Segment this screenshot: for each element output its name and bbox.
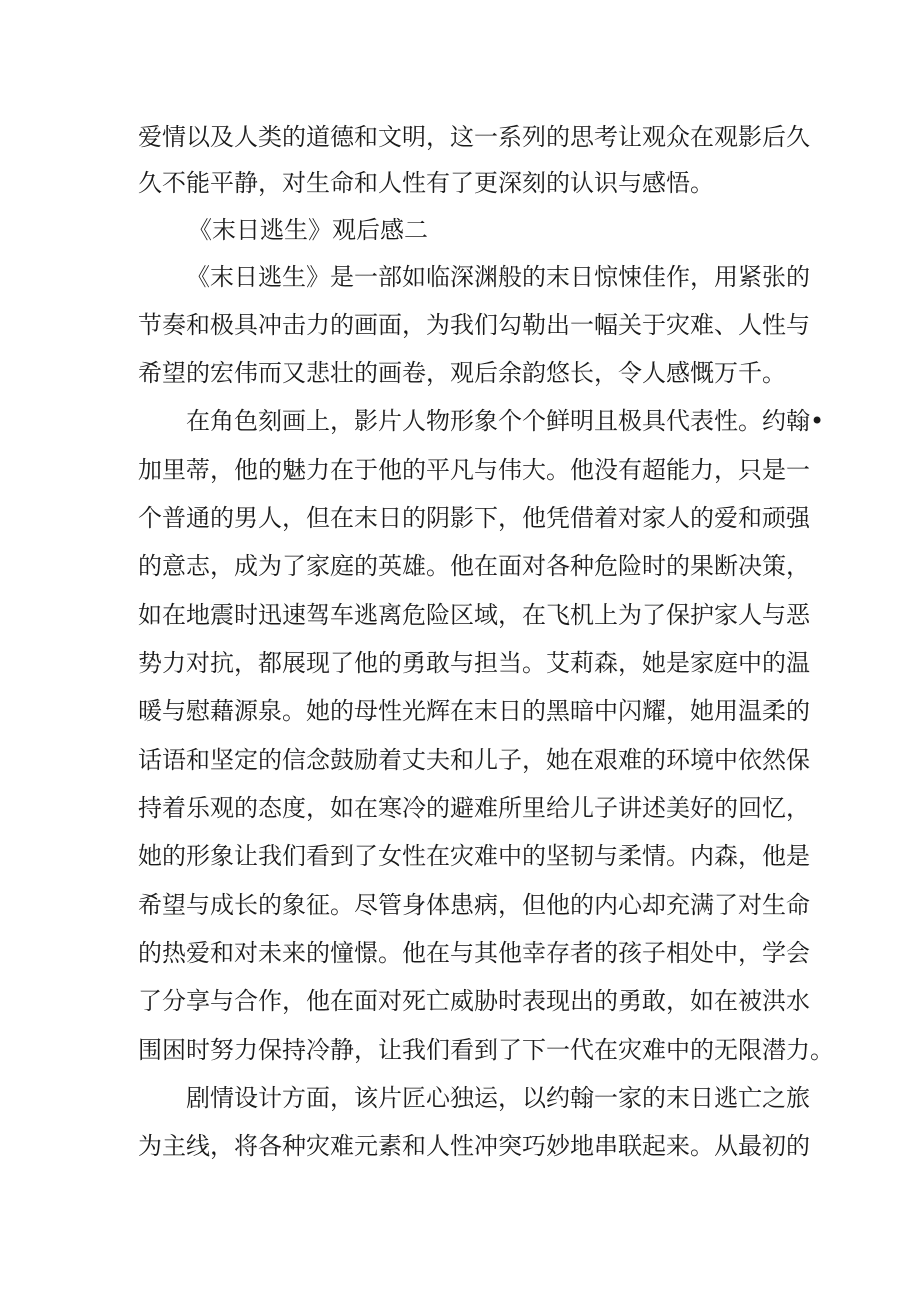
paragraph-line: 久不能平静，对生命和人性有了更深刻的认识与感悟。 [138, 169, 714, 197]
paragraph-line: 加里蒂，他的魅力在于他的平凡与伟大。他没有超能力，只是一 [138, 456, 810, 484]
paragraph-line: 节奏和极具冲击力的画面，为我们勾勒出一幅关于灾难、人性与 [138, 311, 810, 339]
paragraph-line: 爱情以及人类的道德和文明，这一系列的思考让观众在观影后久 [138, 123, 810, 151]
paragraph-line: 为主线，将各种灾难元素和人性冲突巧妙地串联起来。从最初的 [138, 1132, 810, 1160]
paragraph-line: 剧情设计方面，该片匠心独运，以约翰一家的末日逃亡之旅 [186, 1084, 810, 1112]
paragraph-line: 个普通的男人，但在末日的阴影下，他凭借着对家人的爱和顽强 [138, 504, 810, 532]
section-heading: 《末日逃生》观后感二 [188, 216, 428, 244]
paragraph-line: 如在地震时迅速驾车逃离危险区域，在飞机上为了保护家人与恶 [138, 601, 810, 629]
paragraph-line: 的意志，成为了家庭的英雄。他在面对各种危险时的果断决策， [138, 552, 810, 580]
paragraph-line: 势力对抗，都展现了他的勇敢与担当。艾莉森，她是家庭中的温 [138, 649, 810, 677]
paragraph-line: 《末日逃生》是一部如临深渊般的末日惊悚佳作，用紧张的 [186, 263, 810, 291]
paragraph-line: 话语和坚定的信念鼓励着丈夫和儿子，她在艰难的环境中依然保 [138, 746, 810, 774]
paragraph-line: 在角色刻画上，影片人物形象个个鲜明且极具代表性。约翰• [186, 407, 825, 435]
paragraph-line: 暖与慰藉源泉。她的母性光辉在末日的黑暗中闪耀，她用温柔的 [138, 697, 810, 725]
paragraph-line: 希望的宏伟而又悲壮的画卷，观后余韵悠长，令人感慨万千。 [138, 359, 786, 387]
paragraph-line: 围困时努力保持冷静，让我们看到了下一代在灾难中的无限潜力。 [138, 1036, 834, 1064]
paragraph-line: 的热爱和对未来的憧憬。他在与其他幸存者的孩子相处中，学会 [138, 939, 810, 967]
paragraph-line: 希望与成长的象征。尽管身体患病，但他的内心却充满了对生命 [138, 891, 810, 919]
paragraph-line: 了分享与合作，他在面对死亡威胁时表现出的勇敢，如在被洪水 [138, 987, 810, 1015]
paragraph-line: 她的形象让我们看到了女性在灾难中的坚韧与柔情。内森，他是 [138, 842, 810, 870]
paragraph-line: 持着乐观的态度，如在寒冷的避难所里给儿子讲述美好的回忆， [138, 794, 810, 822]
